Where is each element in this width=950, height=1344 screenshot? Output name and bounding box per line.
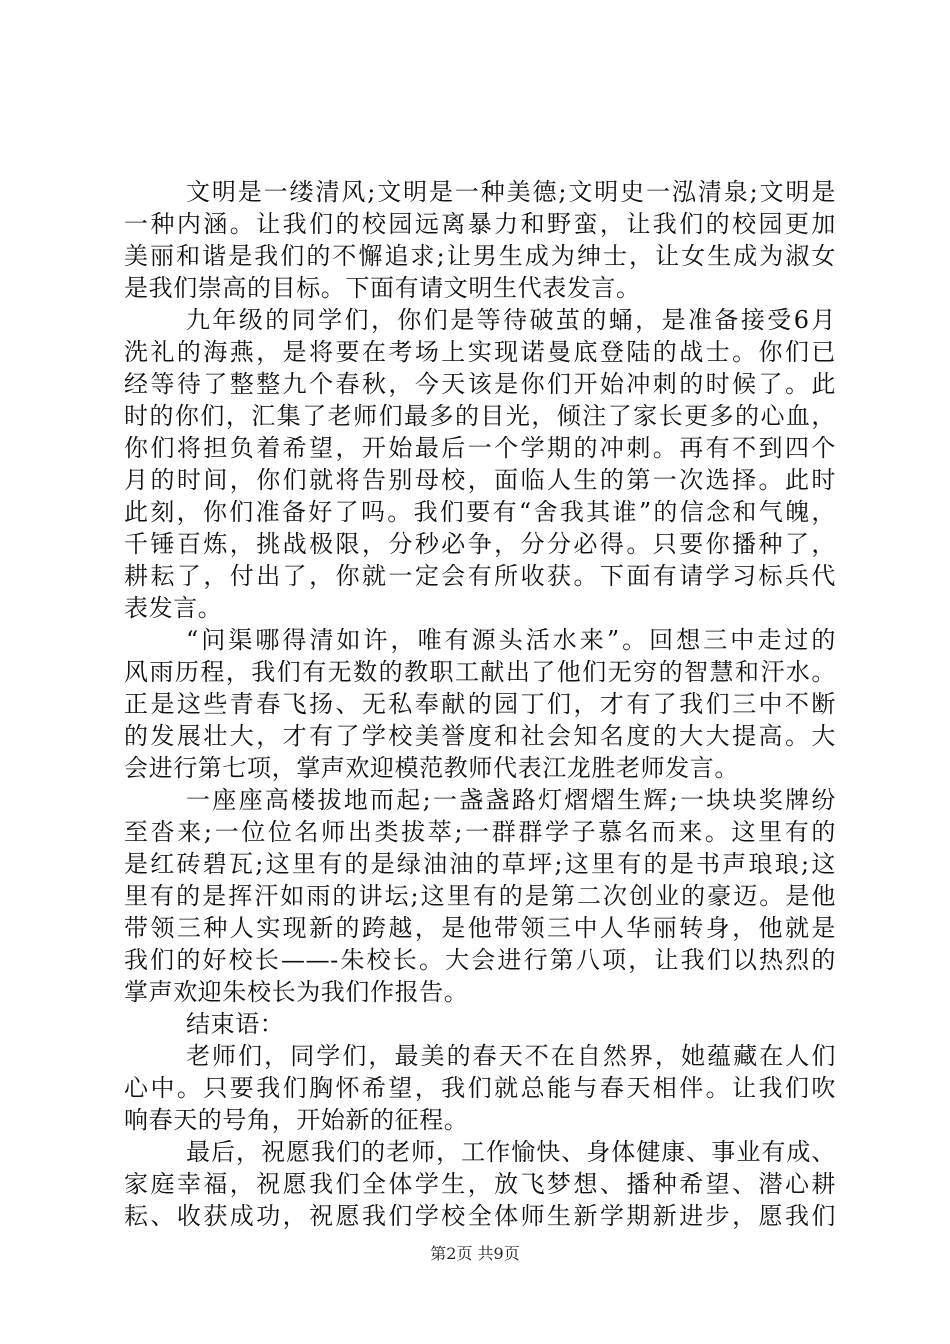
text-line: 会进行第七项，掌声欢迎模范教师代表江龙胜老师发言。	[124, 754, 739, 782]
text-line: 九年级的同学们，你们是等待破茧的蛹，是准备接受6月	[186, 306, 836, 334]
text-line: 美丽和谐是我们的不懈追求;让男生成为绅士，让女生成为淑女	[124, 242, 836, 270]
text-line: 耕耘了，付出了，你就一定会有所收获。下面有请学习标兵代	[124, 562, 836, 590]
text-line: 文明是一缕清风;文明是一种美德;文明史一泓清泉;文明是	[186, 178, 836, 206]
text-line: 经等待了整整九个春秋，今天该是你们开始冲刺的时候了。此	[124, 370, 836, 398]
text-line: 结束语：	[186, 1010, 285, 1038]
text-line: 耘、收获成功，祝愿我们学校全体师生新学期新进步，愿我们	[124, 1202, 836, 1230]
text-line: 一座座高楼拔地而起;一盏盏路灯熠熠生辉;一块块奖牌纷	[186, 786, 836, 814]
text-line: 老师们，同学们，最美的春天不在自然界，她蕴藏在人们	[186, 1042, 836, 1070]
text-line: 心中。只要我们胸怀希望，我们就总能与春天相伴。让我们吹	[124, 1074, 836, 1102]
text-line: 最后，祝愿我们的老师，工作愉快、身体健康、事业有成、	[186, 1138, 836, 1166]
document-body	[124, 176, 836, 1232]
text-line: 是我们崇高的目标。下面有请文明生代表发言。	[124, 274, 641, 302]
text-line: 我们的好校长——-朱校长。大会进行第八项，让我们以热烈的	[124, 946, 836, 974]
text-line: 掌声欢迎朱校长为我们作报告。	[124, 978, 469, 1006]
text-line: 家庭幸福，祝愿我们全体学生，放飞梦想、播种希望、潜心耕	[124, 1170, 836, 1198]
text-line: 里有的是挥汗如雨的讲坛;这里有的是第二次创业的豪迈。是他	[124, 882, 836, 910]
text-line: 月的时间，你们就将告别母校，面临人生的第一次选择。此时	[124, 466, 836, 494]
text-line: 千锤百炼，挑战极限，分秒必争，分分必得。只要你播种了，	[124, 530, 836, 558]
text-line: 一种内涵。让我们的校园远离暴力和野蛮，让我们的校园更加	[124, 210, 836, 238]
text-line: 风雨历程，我们有无数的教职工献出了他们无穷的智慧和汗水。	[124, 658, 836, 686]
text-line: 此刻，你们准备好了吗。我们要有“舍我其谁”的信念和气魄，	[124, 498, 836, 526]
text-line: 的发展壮大，才有了学校美誉度和社会知名度的大大提高。大	[124, 722, 836, 750]
text-line: 时的你们，汇集了老师们最多的目光，倾注了家长更多的心血，	[124, 402, 836, 430]
text-line: 表发言。	[124, 594, 223, 622]
text-line: 你们将担负着希望，开始最后一个学期的冲刺。再有不到四个	[124, 434, 836, 462]
page-number-footer: 第2页 共9页	[430, 1244, 520, 1263]
text-line: 响春天的号角，开始新的征程。	[124, 1106, 469, 1134]
text-line: 是红砖碧瓦;这里有的是绿油油的草坪;这里有的是书声琅琅;这	[124, 850, 836, 878]
text-line: 正是这些青春飞扬、无私奉献的园丁们，才有了我们三中不断	[124, 690, 836, 718]
text-line: 至沓来;一位位名师出类拔萃;一群群学子慕名而来。这里有的	[124, 818, 836, 846]
text-line: 洗礼的海燕，是将要在考场上实现诺曼底登陆的战士。你们已	[124, 338, 836, 366]
text-line: “问渠哪得清如许，唯有源头活水来”。回想三中走过的	[186, 626, 836, 654]
text-line: 带领三种人实现新的跨越，是他带领三中人华丽转身，他就是	[124, 914, 836, 942]
